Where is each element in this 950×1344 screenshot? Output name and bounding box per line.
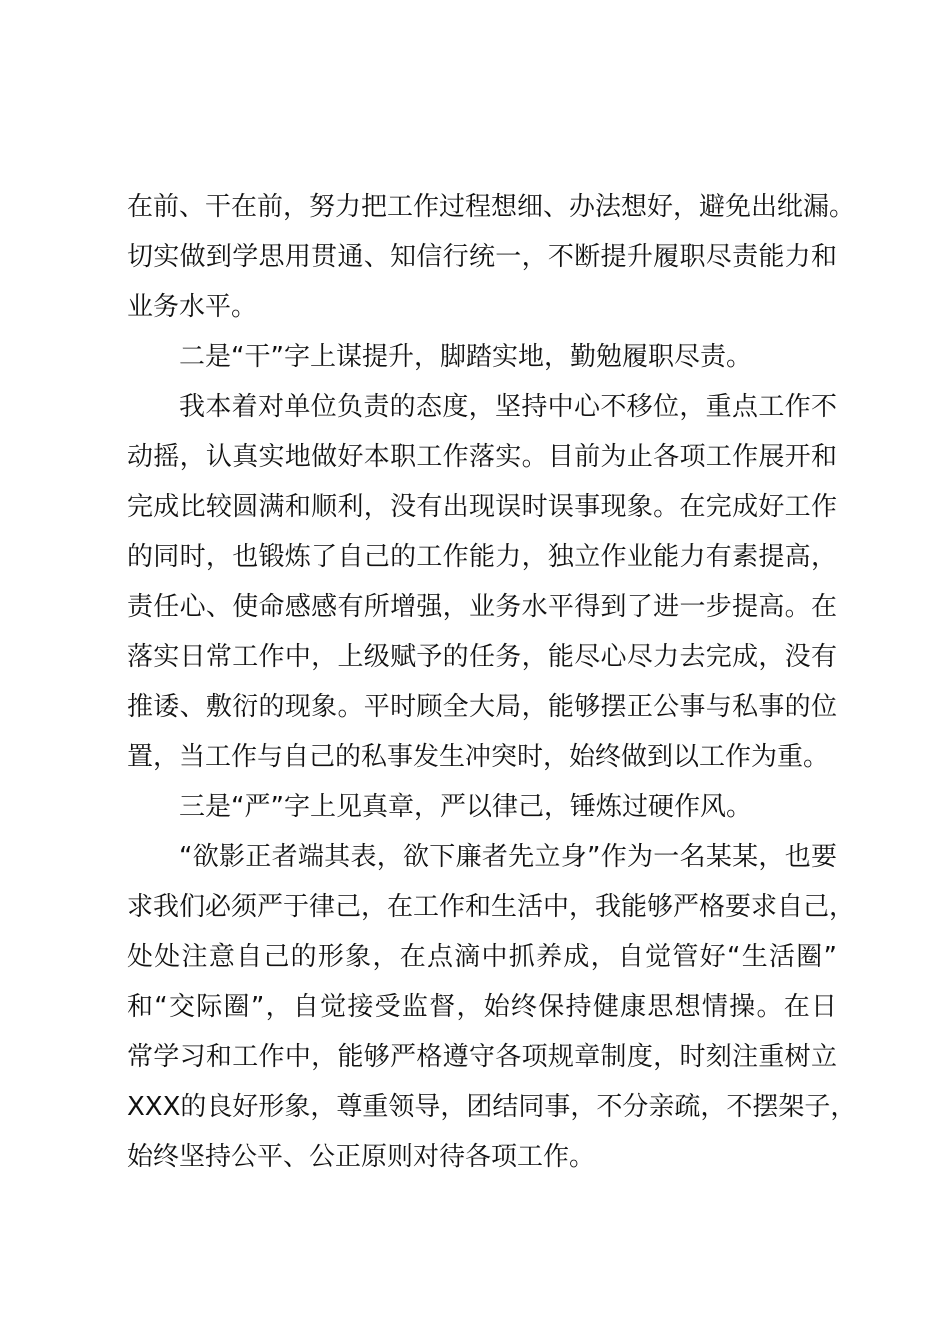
text-line: 责任心、使命感感有所增强，业务水平得到了进一步提高。在 <box>127 592 837 622</box>
text-line: 动摇，认真实地做好本职工作落实。目前为止各项工作展开和 <box>127 442 837 472</box>
text-line: 我本着对单位负责的态度，坚持中心不移位，重点工作不 <box>179 392 837 422</box>
text-line: 置，当工作与自己的私事发生冲突时，始终做到以工作为重。 <box>127 742 830 772</box>
text-line: 业务水平。 <box>127 292 258 322</box>
section-heading-2: 二是“干”字上谋提升，脚踏实地，勤勉履职尽责。 <box>179 342 752 372</box>
text-line: 常学习和工作中，能够严格遵守各项规章制度，时刻注重树立 <box>127 1042 837 1072</box>
text-line: XXX的良好形象，尊重领导，团结同事，不分亲疏，不摆架子， <box>127 1092 857 1122</box>
text-line: 求我们必须严于律己，在工作和生活中，我能够严格要求自己， <box>127 892 856 922</box>
text-line: 和“交际圈”，自觉接受监督，始终保持健康思想情操。在日 <box>127 992 837 1022</box>
text-line: 完成比较圆满和顺利，没有出现误时误事现象。在完成好工作 <box>127 492 837 522</box>
text-line: “欲影正者端其表，欲下廉者先立身”作为一名某某，也要 <box>179 842 837 872</box>
text-line: 切实做到学思用贯通、知信行统一，不断提升履职尽责能力和 <box>127 242 837 272</box>
text-line: 在前、干在前，努力把工作过程想细、办法想好，避免出纰漏。 <box>127 192 856 222</box>
text-line: 始终坚持公平、公正原则对待各项工作。 <box>127 1142 596 1172</box>
text-line: 落实日常工作中，上级赋予的任务，能尽心尽力去完成，没有 <box>127 642 837 672</box>
text-line: 的同时，也锻炼了自己的工作能力，独立作业能力有素提高， <box>127 542 837 572</box>
document-body <box>127 182 857 1182</box>
text-line: 处处注意自己的形象，在点滴中抓养成，自觉管好“生活圈” <box>127 942 837 972</box>
section-heading-3: 三是“严”字上见真章，严以律己，锤炼过硬作风。 <box>179 792 752 822</box>
text-line: 推诿、敷衍的现象。平时顾全大局，能够摆正公事与私事的位 <box>127 692 837 722</box>
